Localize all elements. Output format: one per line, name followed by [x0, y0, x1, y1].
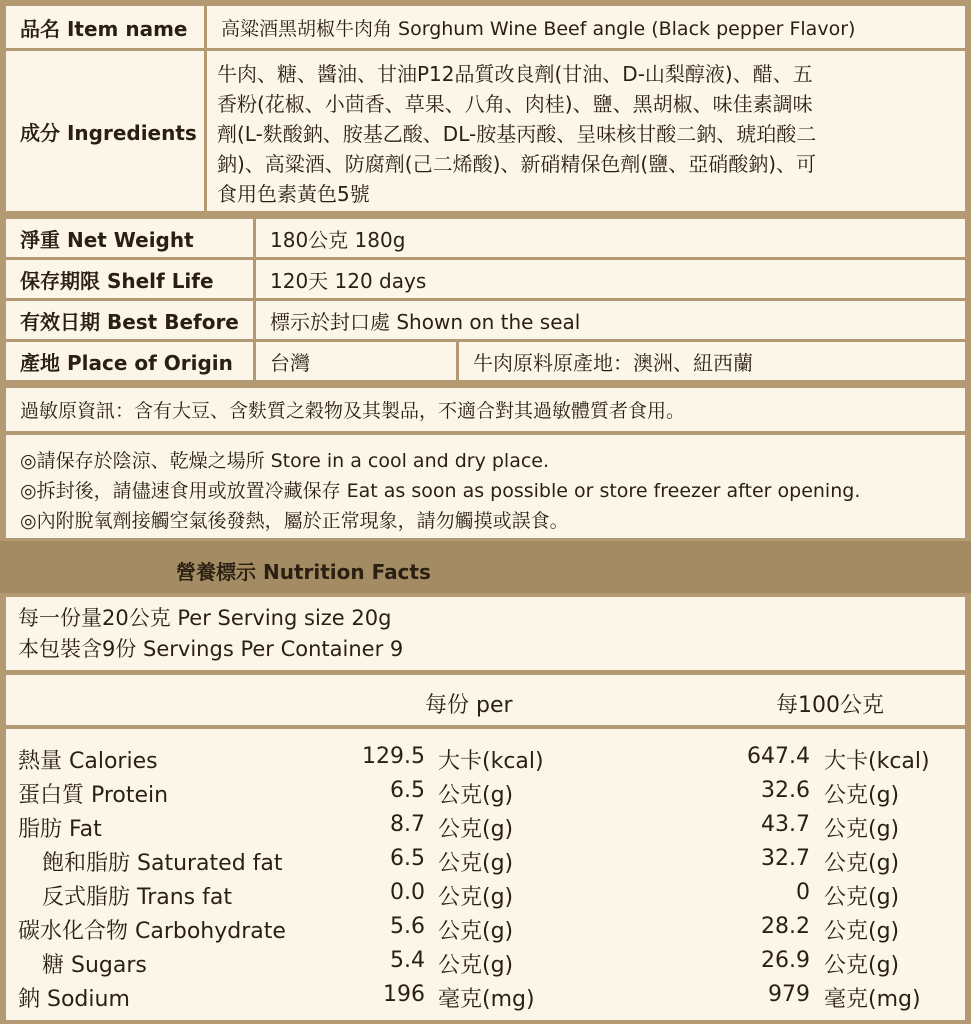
net-weight-label-text: 淨重 Net Weight: [20, 227, 194, 252]
per-100g-value: 26.9: [761, 948, 810, 973]
col-per-serving: 每份 per: [425, 693, 513, 718]
item-name-label: [6, 6, 204, 48]
origin-label-text: 產地 Place of Origin: [20, 350, 233, 375]
allergen-info: [6, 388, 965, 431]
net-weight-label: [6, 219, 253, 257]
per-serving-unit: 公克(g): [438, 885, 514, 910]
nutrient-name: 碳水化合物 Carbohydrate: [18, 919, 286, 944]
nutrient-name: 蛋白質 Protein: [18, 783, 169, 808]
nutrient-name: 糖 Sugars: [42, 953, 147, 978]
shelf-life-value: [256, 260, 965, 298]
best-before-label-text: 有效日期 Best Before: [20, 309, 239, 334]
per-serving-unit: 公克(g): [438, 783, 514, 808]
col-per-100g: 每100公克: [776, 693, 884, 718]
per-100g-unit: 公克(g): [824, 919, 900, 944]
origin-label: [6, 342, 253, 380]
ingredients-line: 劑(L-麩酸鈉、胺基乙酸、DL-胺基丙酸、呈味核甘酸二鈉、琥珀酸二: [217, 122, 817, 146]
net-weight-value: [256, 219, 965, 257]
per-serving-value: 196: [383, 982, 425, 1007]
nutrient-name: 反式脂肪 Trans fat: [42, 885, 232, 910]
per-serving-value: 8.7: [390, 812, 425, 837]
per-100g-value: 28.2: [761, 914, 810, 939]
beef-origin-value-text: 牛肉原料原產地：澳洲、紐西蘭: [473, 350, 753, 375]
storage-line: ◎請保存於陰涼、乾燥之場所 Store in a cool and dry place.: [20, 450, 550, 472]
allergen-text: 過敏原資訊：含有大豆、含麩質之穀物及其製品，不適合對其過敏體質者食用。: [20, 400, 686, 422]
per-serving-unit: 公克(g): [438, 953, 514, 978]
per-100g-unit: 毫克(mg): [824, 987, 921, 1012]
ingredients-label-text: 成分 Ingredients: [20, 120, 197, 145]
per-serving-unit: 大卡(kcal): [438, 749, 544, 774]
ingredients-lines: [217, 59, 816, 209]
per-100g-value: 0: [796, 880, 810, 905]
nutrient-name: 飽和脂肪 Saturated fat: [42, 851, 283, 876]
origin-value: [256, 342, 456, 380]
per-100g-unit: 公克(g): [824, 783, 900, 808]
nutrition-title: 營養標示 Nutrition Facts: [176, 560, 431, 584]
best-before-label: [6, 301, 253, 339]
item-name-label-text: 品名 Item name: [20, 16, 188, 41]
ingredients-value: [207, 51, 965, 211]
per-serving-value: 6.5: [390, 778, 425, 803]
nutrient-name: 脂肪 Fat: [18, 817, 102, 842]
nutrient-name: 熱量 Calories: [18, 749, 158, 774]
ingredients-line: 牛肉、糖、醬油、甘油P12品質改良劑(甘油、D-山梨醇液)、醋、五: [217, 62, 813, 86]
per-100g-value: 32.6: [761, 778, 810, 803]
per-100g-value: 647.4: [747, 744, 810, 769]
per-100g-unit: 公克(g): [824, 885, 900, 910]
ingredients-line: 鈉)、高粱酒、防腐劑(己二烯酸)、新硝精保色劑(鹽、亞硝酸鈉)、可: [217, 152, 817, 176]
per-serving-unit: 公克(g): [438, 817, 514, 842]
per-serving-value: 5.6: [390, 914, 425, 939]
per-serving-unit: 公克(g): [438, 851, 514, 876]
ingredients-label: [6, 51, 204, 211]
per-serving-value: 5.4: [390, 948, 425, 973]
per-serving-value: 129.5: [362, 744, 425, 769]
per-100g-unit: 公克(g): [824, 851, 900, 876]
item-name-value-text: 高粱酒黑胡椒牛肉角 Sorghum Wine Beef angle (Black pepper Flavor): [221, 17, 856, 40]
per-serving-unit: 毫克(mg): [438, 987, 535, 1012]
per-serving-value: 0.0: [390, 880, 425, 905]
per-100g-value: 43.7: [761, 812, 810, 837]
item-name-value: [207, 6, 965, 48]
best-before-value-text: 標示於封口處 Shown on the seal: [270, 309, 581, 334]
storage-line: ◎內附脫氧劑接觸空氣後發熱，屬於正常現象，請勿觸摸或誤食。: [20, 510, 569, 532]
shelf-life-label-text: 保存期限 Shelf Life: [20, 268, 214, 293]
storage-line: ◎拆封後，請儘速食用或放置冷藏保存 Eat as soon as possible or store freezer after opening.: [20, 480, 861, 502]
ingredients-line: 食用色素黃色5號: [217, 182, 370, 206]
per-100g-unit: 公克(g): [824, 817, 900, 842]
ingredients-line: 香粉(花椒、小茴香、草果、八角、肉桂)、鹽、黑胡椒、味佳素調味: [217, 92, 813, 116]
per-100g-unit: 公克(g): [824, 953, 900, 978]
per-100g-value: 32.7: [761, 846, 810, 871]
serving-size: 每一份量20公克 Per Serving size 20g: [18, 606, 392, 630]
origin-value-text: 台灣: [270, 350, 310, 375]
per-100g-value: 979: [768, 982, 810, 1007]
servings-per-container: 本包裝含9份 Servings Per Container 9: [18, 637, 404, 661]
nutrition-title-band: [0, 541, 971, 593]
per-serving-unit: 公克(g): [438, 919, 514, 944]
net-weight-value-text: 180公克 180g: [270, 227, 406, 252]
per-serving-value: 6.5: [390, 846, 425, 871]
per-100g-unit: 大卡(kcal): [824, 749, 930, 774]
best-before-value: [256, 301, 965, 339]
shelf-life-label: [6, 260, 253, 298]
shelf-life-value-text: 120天 120 days: [270, 268, 427, 293]
beef-origin-value: [459, 342, 965, 380]
nutrient-name: 鈉 Sodium: [18, 987, 130, 1012]
